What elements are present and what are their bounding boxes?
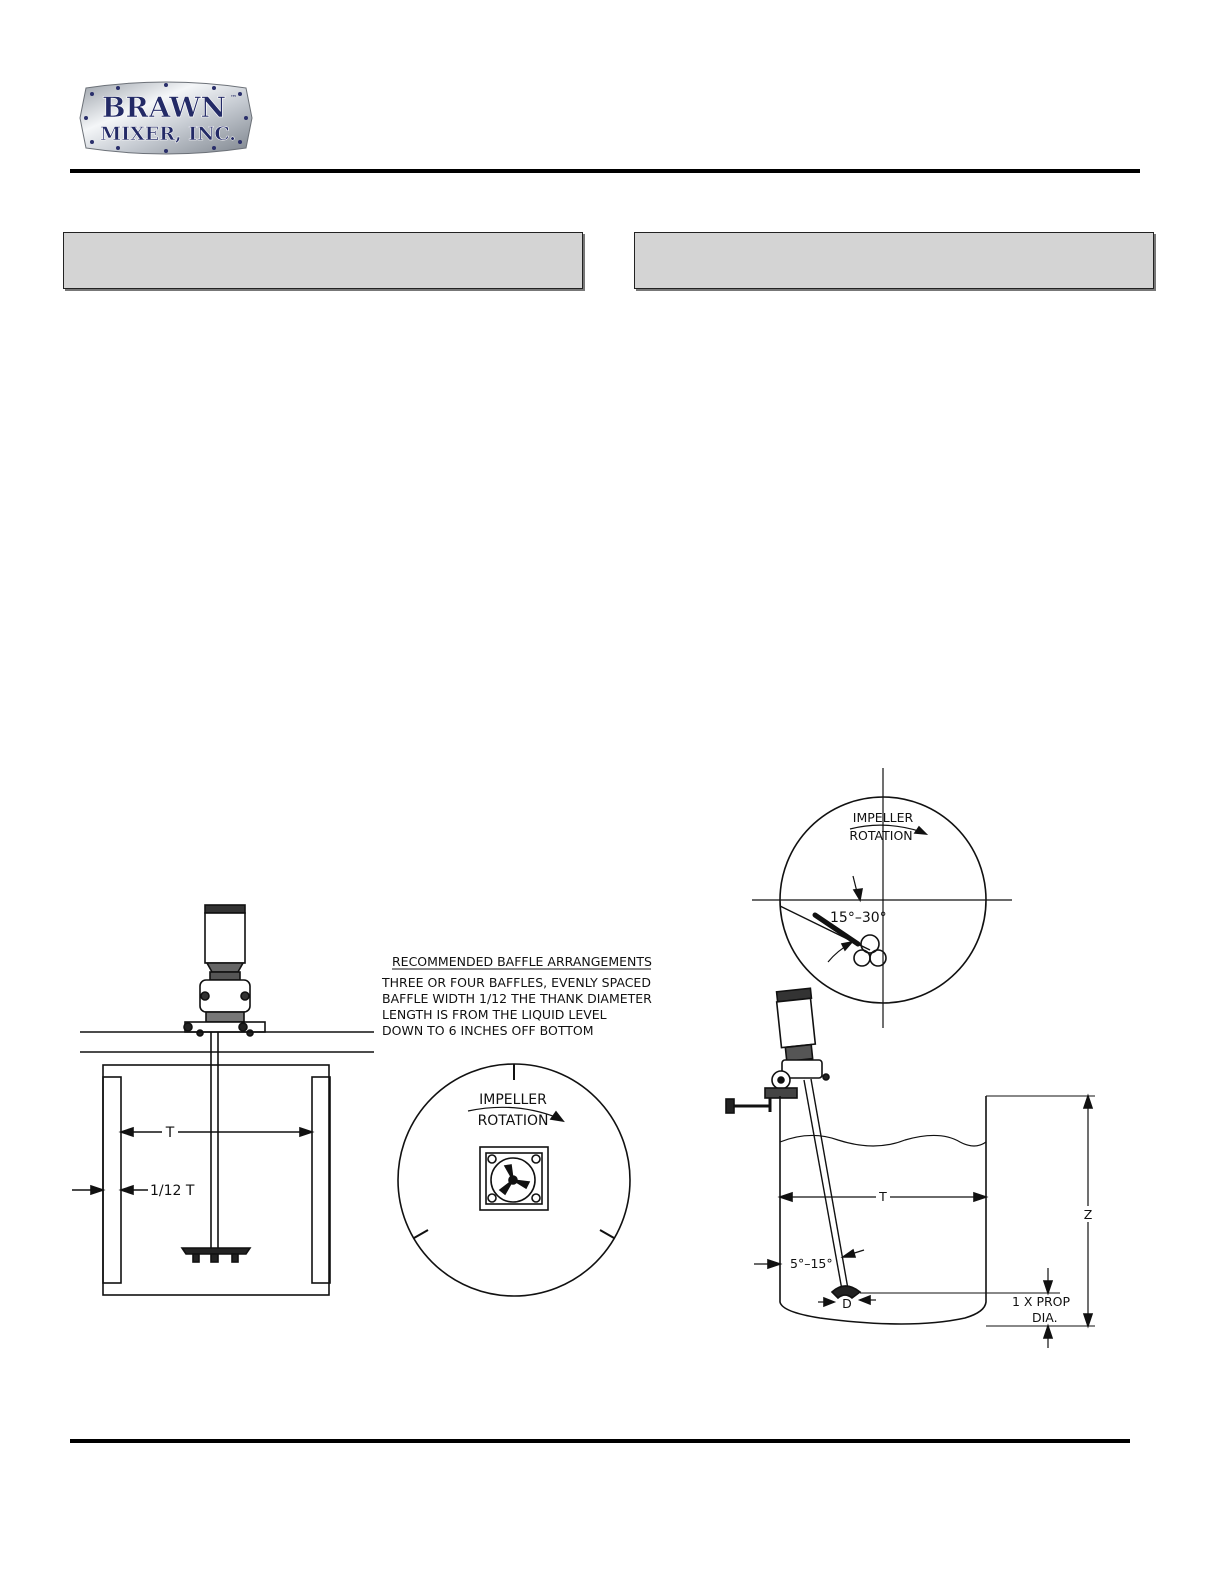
baffle-right <box>312 1077 330 1283</box>
plan-rotation-line2: ROTATION <box>477 1113 549 1129</box>
liquid-height-label: Z <box>1083 1207 1093 1222</box>
dim-t-label: T <box>165 1125 175 1141</box>
baffled-tank-figure <box>72 905 374 1295</box>
angle-plan-rotation-line1: IMPELLER <box>852 810 914 825</box>
mixer-installation-drawing <box>60 760 1140 1360</box>
footer-rule <box>70 1439 1130 1443</box>
shaft-angle-label: 5°–15° <box>790 1256 833 1271</box>
angle-mount-side-figure <box>726 988 1096 1348</box>
logo-line2: MIXER, INC. <box>100 123 236 145</box>
plan-angle-label: 15°–30° <box>830 910 887 926</box>
top-entry-mixer <box>184 905 265 1036</box>
baffle-note-line3: LENGTH IS FROM THE LIQUID LEVEL <box>382 1007 607 1022</box>
baffle-plan-title: RECOMMENDED BAFFLE ARRANGEMENTS <box>392 954 652 969</box>
baffle-note-line1: THREE OR FOUR BAFFLES, EVENLY SPACED <box>382 975 651 990</box>
clearance-line2: DIA. <box>1032 1310 1058 1325</box>
baffle-plan-figure <box>381 954 652 1296</box>
baffle-left <box>103 1077 121 1283</box>
header-rule <box>70 169 1140 173</box>
side-dim-t-label: T <box>879 1189 887 1204</box>
baffle-note-line4: DOWN TO 6 INCHES OFF BOTTOM <box>382 1023 594 1038</box>
plan-rotation-line1: IMPELLER <box>479 1092 547 1108</box>
section-header-left <box>63 232 583 289</box>
angle-mount-plan-figure <box>752 768 1012 1028</box>
baffle-note-line2: BAFFLE WIDTH 1/12 THE THANK DIAMETER <box>382 991 652 1006</box>
logo-tm: ™ <box>230 94 237 102</box>
flat-blade-impeller <box>182 1248 250 1262</box>
section-header-right <box>634 232 1154 289</box>
clearance-line1: 1 X PROP <box>1012 1294 1071 1309</box>
mount-plate-icon <box>480 1147 548 1210</box>
angle-plan-rotation-line2: ROTATION <box>849 828 913 843</box>
brawn-mixer-logo <box>78 80 254 156</box>
prop-dia-label: D <box>842 1296 852 1311</box>
logo-line1: BRAWN <box>101 91 227 124</box>
dim-baffle-width-label: 1/12 T <box>150 1183 195 1199</box>
